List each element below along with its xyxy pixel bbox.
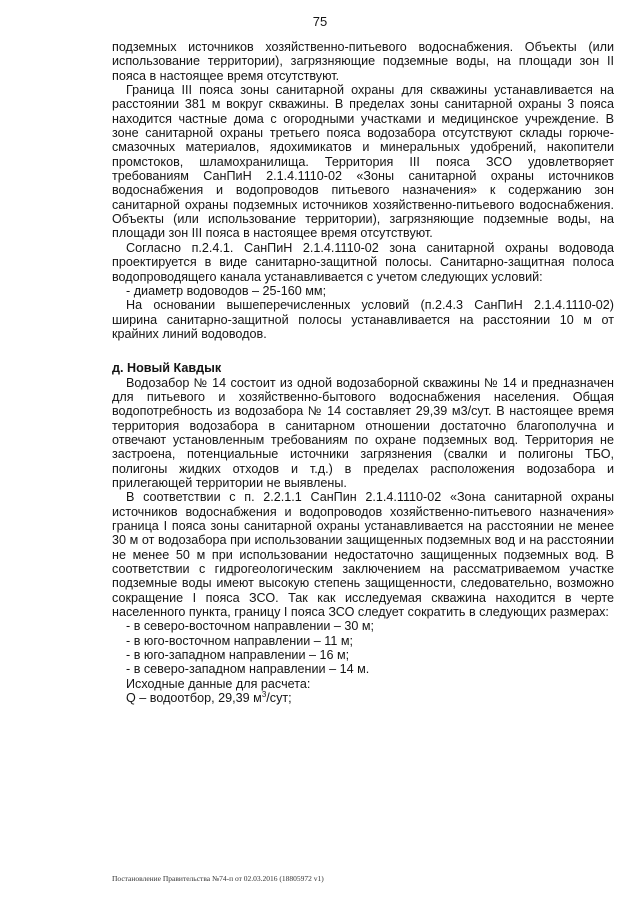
section-heading: д. Новый Кавдык xyxy=(112,361,222,376)
formula-line xyxy=(112,691,614,705)
body-paragraph: Граница III пояса зоны санитарной охраны для скважины устанавливается на расстоянии 381 м вокруг скважины. В пределах зоны санитарной охраны 3 пояса находится частные дома с огородными участками и медицинское учреждение. В зоне санитарной охраны третьего пояса водозабора отсутствуют склады горюче-смазочных материалов, ядохимикатов и минеральных удобрений, накопители промстоков, шламохранилища. Территория III пояса ЗСО удовлетворяет требованиям СанПиН 2.1.4.1110-02 «Зоны санитарной охраны источников водоснабжения и водопроводов питьевого назначения» к содержанию зон санитарной охраны подземных источников хозяйственно-питьевого водоснабжения. Объекты (или использование территории), загрязняющие подземные воды, на площади зон III пояса в настоящее время отсутствуют. xyxy=(112,83,614,241)
body-paragraph: Водозабор № 14 состоит из одной водозаборной скважины № 14 и предназначен для питьевого и хозяйственно-бытового водоснабжения населения. Общая водопотребность из водозабора № 14 составляет 29,39 м3/сут. В настоящее время территория водозабора в санитарном отношении достаточно благополучна и отвечают установленным требованиям по охране подземных вод. Территория не застроена, потенциальные источники загрязнения (свалки и полигоны ТБО, полигоны жидких отходов и т.д.) в пределах расположения водозабора и прилегающей территории не выявлены. xyxy=(112,375,614,490)
document-body xyxy=(112,40,614,705)
list-item: - в северо-западном направлении – 14 м. xyxy=(126,662,370,677)
paragraph-spacer xyxy=(112,341,614,361)
formula-superscript: 3 xyxy=(261,689,267,699)
formula-prefix: Q – водоотбор, 29,39 м xyxy=(126,691,262,706)
body-paragraph: подземных источников хозяйственно-питьевого водоснабжения. Объекты (или использование территории), загрязняющие подземные воды, на площади зон II пояса в настоящее время отсутствуют. xyxy=(112,40,614,83)
document-footer: Постановление Правительства №74-п от 02.03.2016 (18805972 v1) xyxy=(112,874,324,883)
list-item: - в юго-западном направлении – 16 м; xyxy=(126,648,350,663)
page-number: 75 xyxy=(312,14,328,29)
body-paragraph: В соответствии с п. 2.2.1.1 СанПин 2.1.4.1110-02 «Зона санитарной охраны источников водоснабжения и водопроводов хозяйственно-питьевого назначения» граница I пояса зоны санитарной охраны устанавливается на расстоянии не менее 30 м от водозабора при использовании защищенных подземных вод и на расстоянии не менее 50 м при использовании недостаточно защищенных подземных вод. В соответствии с гидрогеологическим заключением на рассматриваемом участке подземные воды имеют высокую степень защищенности, следовательно, возможно сокращение I пояса ЗСО. Так как исследуемая скважина находится в черте населенного пункта, границу I пояса ЗСО следует сократить в следующих размерах: xyxy=(112,490,614,620)
body-paragraph: На основании вышеперечисленных условий (п.2.4.3 СанПиН 2.1.4.1110-02) ширина санитарно-защитной полосы устанавливается на расстоянии 10 м от крайних линий водоводов. xyxy=(112,298,614,341)
list-item: Исходные данные для расчета: xyxy=(126,676,311,691)
body-paragraph: Согласно п.2.4.1. СанПиН 2.1.4.1110-02 зона санитарной охраны водовода проектируется в виде санитарно-защитной полосы. Санитарно-защитная полоса водопроводящего канала устанавливается с учетом следующих условий: xyxy=(112,240,614,284)
list-item: - диаметр водоводов – 25-160 мм; xyxy=(126,283,327,298)
list-item: - в северо-восточном направлении – 30 м; xyxy=(126,619,375,634)
formula-suffix: /сут; xyxy=(266,691,292,706)
list-item: - в юго-восточном направлении – 11 м; xyxy=(126,633,354,648)
